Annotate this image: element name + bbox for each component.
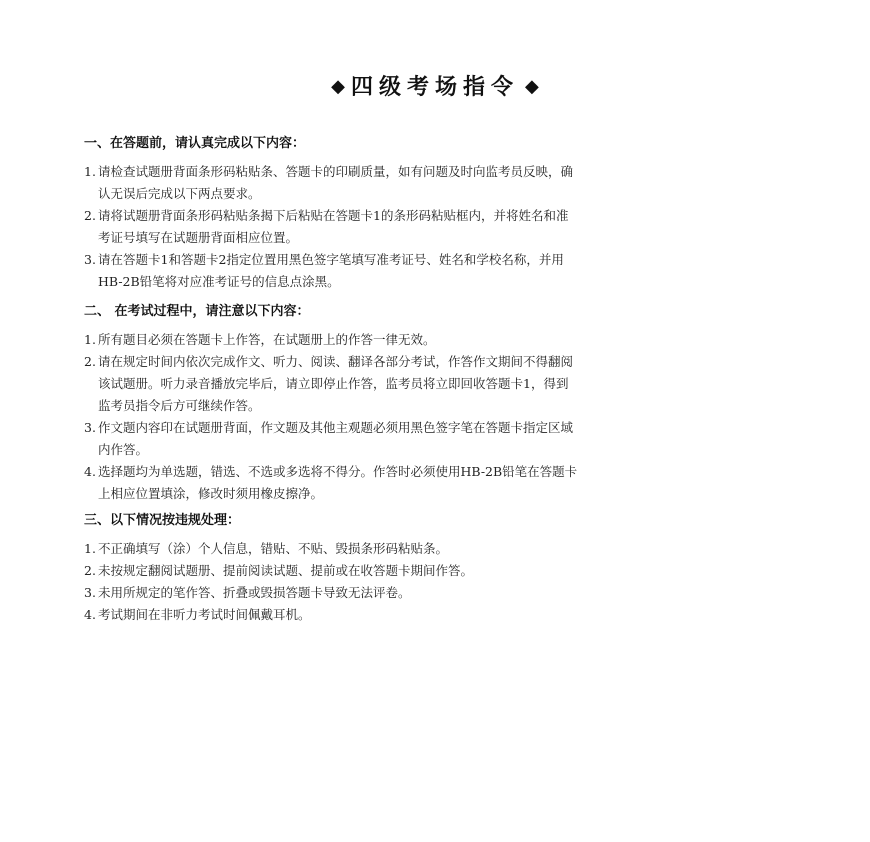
page-title-text: 四级考场指令 (350, 75, 519, 100)
instruction-list (84, 538, 794, 626)
list-item (84, 461, 794, 505)
item-number: 1. (84, 541, 96, 556)
item-text-line: 考证号填写在试题册背面相应位置。 (98, 230, 299, 245)
list-item (84, 161, 794, 205)
item-text-line: 认无误后完成以下两点要求。 (98, 186, 261, 201)
section-heading: 三、以下情况按违规处理： (84, 513, 241, 528)
item-number: 1. (84, 164, 96, 179)
item-number: 2. (84, 563, 96, 578)
list-item (84, 538, 794, 560)
item-text-line: 作文题内容印在试题册背面，作文题及其他主观题必须用黑色签字笔在答题卡指定区域 (98, 420, 574, 435)
item-number: 3. (84, 252, 96, 267)
page-title (0, 70, 870, 101)
list-item (84, 560, 794, 582)
item-text-line: 请检查试题册背面条形码粘贴条、答题卡的印刷质量，如有问题及时向监考员反映，确 (98, 164, 574, 179)
section-heading: 一、在答题前，请认真完成以下内容： (84, 136, 306, 151)
list-item (84, 249, 794, 293)
item-text-line: 请将试题册背面条形码粘贴条揭下后粘贴在答题卡1的条形码粘贴框内，并将姓名和准 (98, 208, 569, 223)
item-number: 3. (84, 420, 96, 435)
list-item (84, 582, 794, 604)
item-number: 4. (84, 607, 96, 622)
instruction-list (84, 161, 794, 293)
diamond-left-icon: ◆ (331, 76, 345, 97)
list-item (84, 329, 794, 351)
instruction-list (84, 329, 794, 505)
item-text-line: 选择题均为单选题，错选、不选或多选将不得分。作答时必须使用HB-2B铅笔在答题卡 (98, 464, 578, 479)
item-number: 3. (84, 585, 96, 600)
list-item (84, 205, 794, 249)
section-before-answering (84, 132, 794, 293)
item-text-line: 上相应位置填涂，修改时须用橡皮擦净。 (98, 486, 324, 501)
list-item (84, 417, 794, 461)
item-text-line: 未按规定翻阅试题册、提前阅读试题、提前或在收答题卡期间作答。 (98, 563, 474, 578)
item-text-line: 请在规定时间内依次完成作文、听力、阅读、翻译各部分考试，作答作文期间不得翻阅 (98, 354, 574, 369)
item-number: 2. (84, 354, 96, 369)
item-text-line: HB-2B铅笔将对应准考证号的信息点涂黑。 (98, 274, 340, 289)
item-text-line: 所有题目必须在答题卡上作答，在试题册上的作答一律无效。 (98, 332, 436, 347)
item-text-line: 内作答。 (98, 442, 149, 457)
list-item (84, 351, 794, 417)
list-item (84, 604, 794, 626)
section-heading: 二、 在考试过程中，请注意以下内容： (84, 304, 310, 319)
item-text-line: 该试题册。听力录音播放完毕后，请立即停止作答，监考员将立即回收答题卡1，得到 (98, 376, 569, 391)
item-number: 1. (84, 332, 96, 347)
item-text-line: 考试期间在非听力考试时间佩戴耳机。 (98, 607, 311, 622)
item-text-line: 未用所规定的笔作答、折叠或毁损答题卡导致无法评卷。 (98, 585, 411, 600)
section-violations (84, 509, 794, 626)
item-number: 2. (84, 208, 96, 223)
item-number: 4. (84, 464, 96, 479)
diamond-right-icon: ◆ (525, 76, 539, 97)
item-text-line: 不正确填写（涂）个人信息，错贴、不贴、毁损条形码粘贴条。 (98, 541, 449, 556)
item-text-line: 监考员指令后方可继续作答。 (98, 398, 261, 413)
section-during-exam (84, 300, 794, 505)
item-text-line: 请在答题卡1和答题卡2指定位置用黑色签字笔填写准考证号、姓名和学校名称，并用 (98, 252, 564, 267)
